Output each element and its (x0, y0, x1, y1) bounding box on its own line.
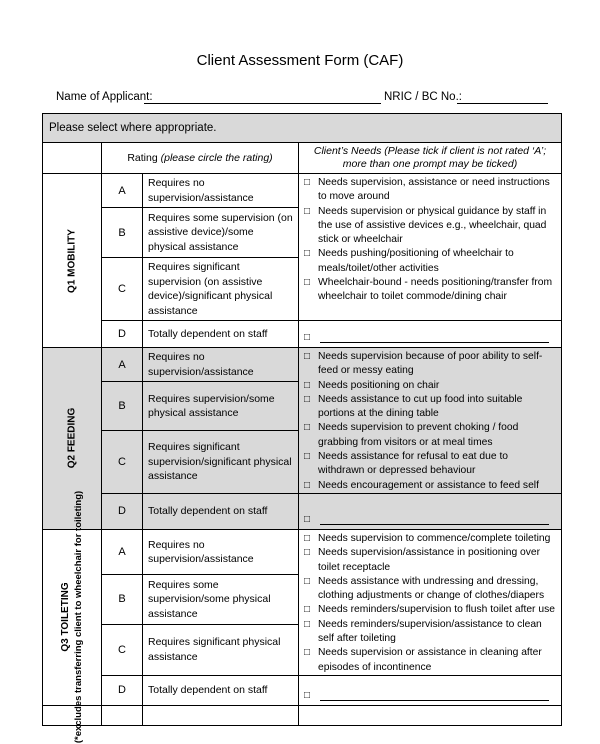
checkbox-icon[interactable]: □ (304, 379, 311, 391)
checkbox-icon[interactable]: □ (304, 575, 311, 587)
rating-letter-d[interactable]: D (102, 493, 143, 529)
rating-letter-d[interactable]: D (102, 675, 143, 705)
nric-label: NRIC / BC No.: (384, 91, 462, 103)
other-need-line[interactable] (299, 675, 562, 705)
rating-description: Requires no supervision/assistance (143, 529, 299, 574)
next-section-cell (143, 705, 299, 725)
rating-description: Requires some supervision/some physical assistance (143, 575, 299, 625)
name-of-applicant-label: Name of Applicant: (56, 91, 153, 103)
checkbox-icon[interactable]: □ (304, 393, 311, 405)
rating-header-text: Rating (127, 152, 161, 164)
rating-description: Requires significant supervision (on assistive device)/significant physical assistance (143, 258, 299, 321)
checkbox-icon[interactable]: □ (304, 479, 311, 491)
rating-description: Requires some supervision (on assistive device)/some physical assistance (143, 208, 299, 258)
checkbox-icon[interactable]: □ (304, 205, 311, 217)
rating-description: Requires supervision/some physical assistance (143, 382, 299, 431)
rating-letter-a[interactable]: A (102, 529, 143, 574)
rating-letter-b[interactable]: B (102, 575, 143, 625)
checkbox-icon[interactable]: □ (304, 689, 311, 701)
rating-description: Totally dependent on staff (143, 493, 299, 529)
need-item[interactable]: □ Needs supervision to commence/complete toileting (304, 532, 557, 546)
checkbox-icon[interactable]: □ (304, 277, 311, 289)
needs-list-toileting (299, 529, 562, 675)
need-item[interactable]: □ Needs assistance for refusal to eat due to withdrawn or depressed behaviour (304, 450, 557, 479)
applicant-row (56, 91, 556, 107)
header-blank (43, 143, 102, 174)
nric-line[interactable] (457, 103, 548, 104)
need-item[interactable]: □ Needs positioning on chair (304, 379, 557, 393)
applicant-name-line[interactable] (144, 103, 381, 104)
checkbox-icon[interactable]: □ (304, 513, 311, 525)
checkbox-icon[interactable]: □ (304, 451, 311, 463)
need-item[interactable]: □ Needs supervision or assistance in cleaning after episodes of incontinence (304, 646, 557, 675)
rating-description: Totally dependent on staff (143, 321, 299, 348)
feeding-label: Q2 FEEDING (66, 408, 78, 469)
rating-description: Requires significant supervision/significant physical assistance (143, 431, 299, 494)
rating-letter-c[interactable]: C (102, 624, 143, 675)
other-need-line[interactable] (299, 321, 562, 348)
need-item[interactable]: □ Wheelchair-bound - needs positioning/transfer from wheelchair to toilet commode/dining chair (304, 276, 557, 305)
rating-description: Totally dependent on staff (143, 675, 299, 705)
assessment-table (42, 113, 562, 744)
mobility-label: Q1 MOBILITY (66, 228, 78, 293)
need-item[interactable]: □ Needs assistance with undressing and dressing, clothing adjustments or change of clothes/diapers (304, 575, 557, 604)
next-section-cell (102, 705, 143, 725)
checkbox-icon[interactable]: □ (304, 604, 311, 616)
section-label-mobility (43, 174, 102, 348)
checkbox-icon[interactable]: □ (304, 332, 311, 343)
need-item[interactable]: □ Needs supervision to prevent choking / food grabbing from visitors or at meal times (304, 421, 557, 450)
checkbox-icon[interactable]: □ (304, 351, 311, 362)
needs-header: Client’s Needs (Please tick if client is not rated ‘A’; more than one prompt may be ticked) (299, 143, 562, 174)
rating-letter-b[interactable]: B (102, 208, 143, 258)
checkbox-icon[interactable]: □ (304, 647, 311, 659)
rating-letter-a[interactable]: A (102, 174, 143, 208)
rating-letter-a[interactable]: A (102, 348, 143, 382)
rating-description: Requires significant physical assistance (143, 624, 299, 675)
form-title: Client Assessment Form (CAF) (196, 52, 404, 69)
needs-list-mobility (299, 174, 562, 321)
need-item[interactable]: □ Needs supervision because of poor ability to self-feed or messy eating (304, 350, 557, 379)
rating-description: Requires no supervision/assistance (143, 174, 299, 208)
checkbox-icon[interactable]: □ (304, 177, 311, 188)
instruction-row: Please select where appropriate. (43, 114, 562, 143)
need-item[interactable]: □ Needs supervision, assistance or need instructions to move around (304, 176, 557, 205)
section-label-toileting (43, 491, 102, 744)
checkbox-icon[interactable]: □ (304, 248, 311, 260)
need-item[interactable]: □ Needs reminders/supervision/assistance to clean self after toileting (304, 618, 557, 647)
need-item[interactable]: □ Needs reminders/supervision to flush toilet after use (304, 603, 557, 617)
rating-description: Requires no supervision/assistance (143, 348, 299, 382)
rating-header (102, 143, 299, 174)
rating-header-note: (please circle the rating) (160, 152, 273, 164)
checkbox-icon[interactable]: □ (304, 547, 311, 559)
need-item[interactable]: □ Needs supervision or physical guidance by staff in the use of assistive devices e.g., wheelchair, quad stick or wheelchair (304, 205, 557, 248)
toileting-label: Q3 TOILETING (*excludes transferring client to wheelchair for toileting) (60, 491, 84, 744)
rating-letter-c[interactable]: C (102, 431, 143, 494)
rating-letter-c[interactable]: C (102, 258, 143, 321)
need-item[interactable]: □ Needs supervision/assistance in positioning over toilet receptacle (304, 546, 557, 575)
checkbox-icon[interactable]: □ (304, 532, 311, 544)
need-item[interactable]: □ Needs encouragement or assistance to feed self (304, 479, 557, 493)
other-need-line[interactable] (299, 493, 562, 529)
rating-letter-b[interactable]: B (102, 382, 143, 431)
need-item[interactable]: □ Needs assistance to cut up food into suitable portions at the dining table (304, 393, 557, 422)
toileting-note: (*excludes transferring client to wheelchair for toileting) (73, 491, 84, 744)
checkbox-icon[interactable]: □ (304, 422, 311, 434)
next-section-cell (299, 705, 562, 725)
checkbox-icon[interactable]: □ (304, 618, 311, 630)
need-item[interactable]: □ Needs pushing/positioning of wheelchair to meals/toilet/other activities (304, 247, 557, 276)
needs-list-feeding (299, 348, 562, 494)
rating-letter-d[interactable]: D (102, 321, 143, 348)
